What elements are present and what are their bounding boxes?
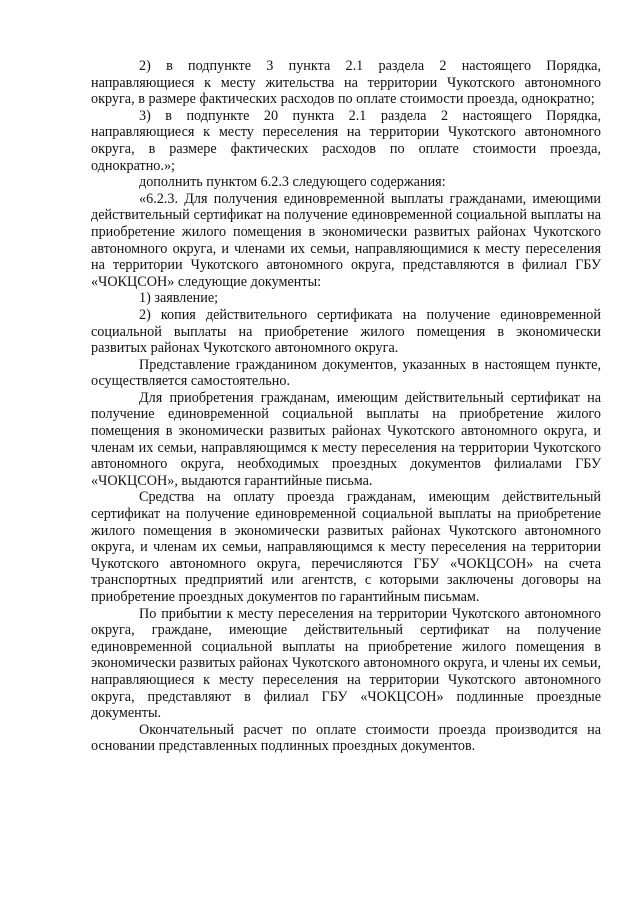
paragraph-clause-6-2-3: «6.2.3. Для получения единовременной выплаты гражданами, имеющими действительный сертификат на получение единовременной социальной выплаты на приобретение жилого помещения в экономически развитых районах Чукотского автономного округа, и членами их семьи, направляющимися к месту переселения на территории Чукотского автономного округа, представляются в филиал ГБУ «ЧОКЦСОН» следующие документы: <box>91 190 601 290</box>
paragraph-add-clause: дополнить пунктом 6.2.3 следующего содержания: <box>139 174 446 191</box>
paragraph-payment-funds: Средства на оплату проезда гражданам, имеющим действительный сертификат на получение единовременной социальной выплаты на приобретение жилого помещения в экономически развитых районах Чукотского автономного округа, и членам их семьи, направляющимся к месту переселения на территории Чукотского автономного округа, перечисляются ГБУ «ЧОКЦСОН» на счета транспортных предприятий или агентств, с которыми заключены договоры на приобретение проездных документов по гарантийным письмам. <box>91 489 601 605</box>
paragraph-list-item-1: 1) заявление; <box>139 290 219 307</box>
paragraph-list-item-2: 2) копия действительного сертификата на получение единовременной социальной выплаты на приобретение жилого помещения в экономически развитых районах Чукотского автономного округа. <box>91 306 601 357</box>
paragraph-guarantee-letters: Для приобретения гражданам, имеющим действительный сертификат на получение единовременной социальной выплаты на приобретение жилого помещения в экономически развитых районах Чукотского автономного округа, и членам их семьи, направляющимся к месту переселения на территории Чукотского автономного округа, необходимых проездных документов филиалами ГБУ «ЧОКЦСОН», выдаются гарантийные письма. <box>91 389 601 489</box>
paragraph-item-2: 2) в подпункте 3 пункта 2.1 раздела 2 настоящего Порядка, направляющиеся к месту жительства на территории Чукотского автономного округа, в размере фактических расходов по оплате стоимости проезда, однократно; <box>91 58 601 108</box>
paragraph-item-3: 3) в подпункте 20 пункта 2.1 раздела 2 настоящего Порядка, направляющиеся к месту переселения на территории Чукотского автономного округа, в размере фактических расходов по оплате стоимости проезда, однократно.»; <box>91 107 601 174</box>
paragraph-self-submission: Представление гражданином документов, указанных в настоящем пункте, осуществляется самостоятельно. <box>91 356 601 390</box>
document-page <box>91 58 601 755</box>
paragraph-final-settlement: Окончательный расчет по оплате стоимости проезда производится на основании представленных подлинных проездных документов. <box>91 721 601 755</box>
paragraph-arrival-documents: По прибытии к месту переселения на территории Чукотского автономного округа, граждане, имеющие действительный сертификат на получение единовременной социальной выплаты на приобретение жилого помещения в экономически развитых районах Чукотского автономного округа, и члены их семьи, направляющиеся к месту переселения на территории Чукотского автономного округа, представляют в филиал ГБУ «ЧОКЦСОН» подлинные проездные документы. <box>91 605 601 722</box>
